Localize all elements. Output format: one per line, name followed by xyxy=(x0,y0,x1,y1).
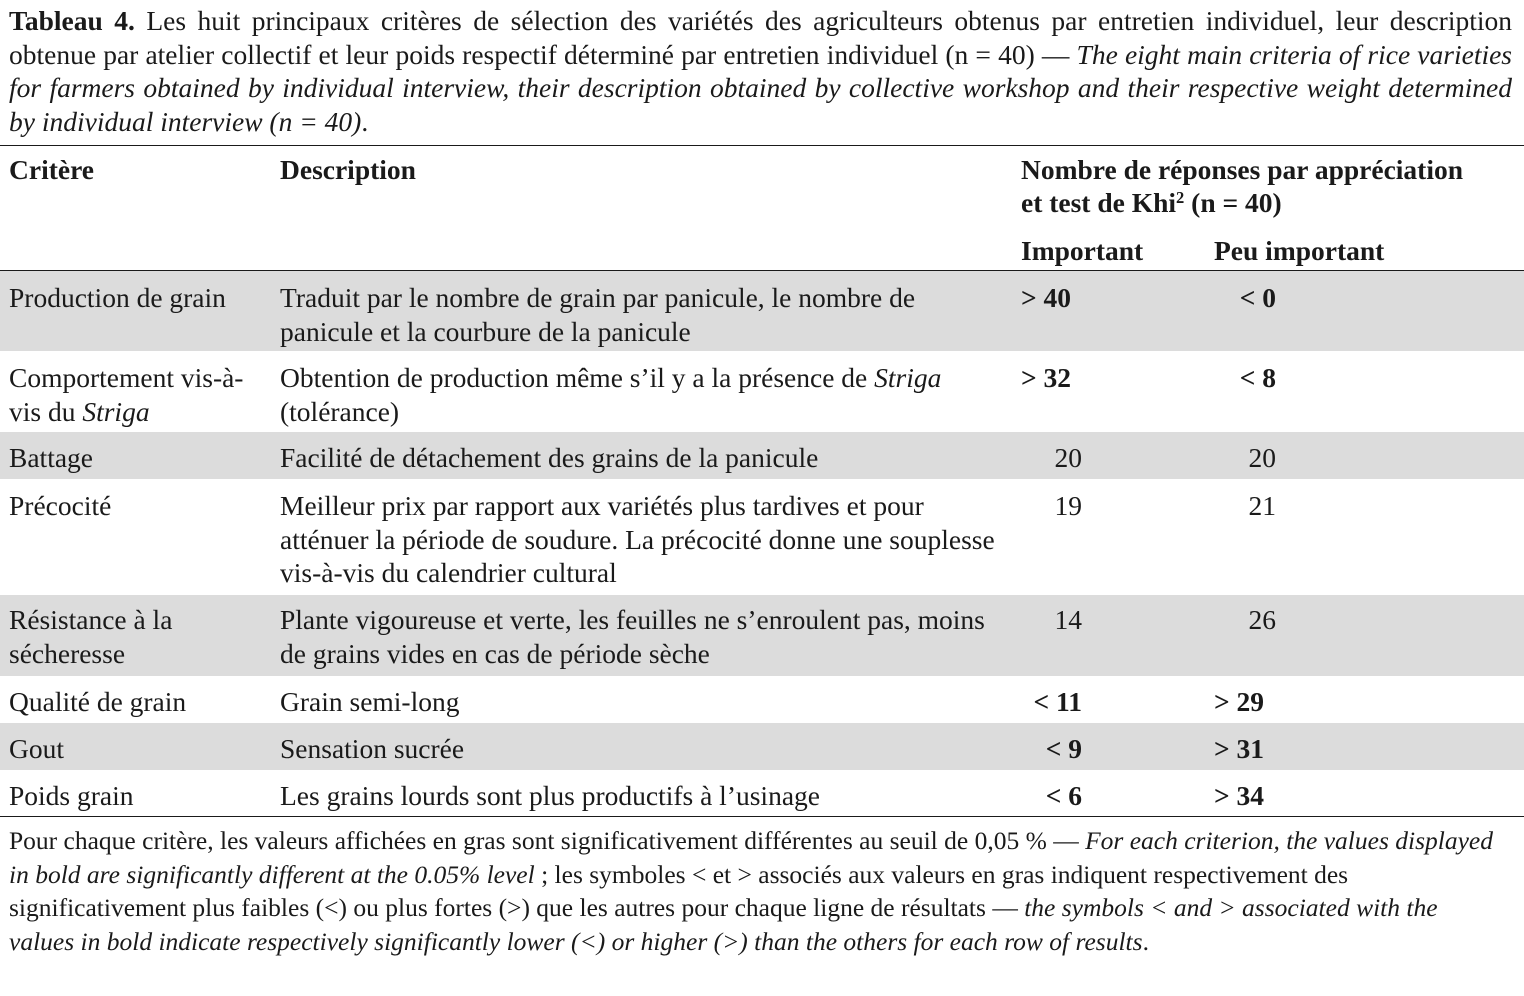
bottom-rule xyxy=(0,816,1524,817)
table-caption xyxy=(9,4,1512,138)
cell-critere: Production de grain xyxy=(9,282,226,313)
cell-peu-important: > 31 xyxy=(1214,733,1265,764)
caption-french-text: Les huit principaux critères de sélection des variétés des agriculteurs obtenus par entretien individuel, leur description obtenue par atelier collectif et leur poids respectif déterminé par entretien individuel (n = 40) — xyxy=(9,5,1512,70)
cell-description: Traduit par le nombre de grain par panicule, le nombre de panicule et la courbure de la panicule xyxy=(280,282,916,347)
table-row xyxy=(0,479,1524,595)
cell-description: Meilleur prix par rapport aux variétés plus tardives et pour atténuer la période de soudure. La précocité donne une souplesse vis-à-vis du calendrier cultural xyxy=(280,490,995,588)
cell-description: Les grains lourds sont plus productifs à l’usinage xyxy=(280,780,820,811)
header-description: Description xyxy=(280,154,416,185)
cell-description: Sensation sucrée xyxy=(280,733,465,764)
cell-peu-important: > 34 xyxy=(1214,780,1265,811)
cell-important: < 11 xyxy=(1033,686,1082,717)
cell-important: 19 xyxy=(1054,490,1082,521)
table-row xyxy=(0,351,1524,432)
cell-important: > 40 xyxy=(1021,282,1072,313)
cell-peu-important: < 0 xyxy=(1239,282,1276,313)
table-row xyxy=(0,770,1524,816)
header-peu-important: Peu important xyxy=(1214,235,1385,266)
caption-label: Tableau 4. xyxy=(9,5,135,36)
caption-end: . xyxy=(361,105,369,137)
table-row xyxy=(0,723,1524,770)
cell-peu-important: 21 xyxy=(1248,490,1276,521)
header-group-line2: et test de Khi$^2$ (n = 40) xyxy=(1021,187,1282,218)
cell-important: > 32 xyxy=(1021,362,1072,393)
header-important: Important xyxy=(1021,235,1144,266)
top-rule xyxy=(0,145,1524,146)
cell-peu-important: < 8 xyxy=(1239,362,1276,393)
cell-peu-important: 26 xyxy=(1248,604,1276,635)
cell-description: Grain semi-long xyxy=(280,686,460,717)
cell-important: < 6 xyxy=(1045,780,1082,811)
cell-description: Plante vigoureuse et verte, les feuilles ne s’enroulent pas, moins de grains vides en cas de période sèche xyxy=(280,604,985,669)
header-critere: Critère xyxy=(9,154,94,185)
cell-description: Obtention de production même s’il y a la présence de Striga (tolérance) xyxy=(280,362,942,427)
cell-critere: Qualité de grain xyxy=(9,686,187,717)
cell-critere: Gout xyxy=(9,733,64,764)
cell-peu-important: > 29 xyxy=(1214,686,1265,717)
cell-description: Facilité de détachement des grains de la panicule xyxy=(280,442,819,473)
table-row xyxy=(0,271,1524,351)
caption-english-text: The eight main criteria of rice varieties for farmers obtained by individual interview, their description obtained by collective workshop and their respective weight determined by individual interview (n = 40) xyxy=(9,38,1513,137)
header-group xyxy=(1021,153,1463,219)
cell-critere: Comportement vis-à-vis du Striga xyxy=(9,362,244,427)
cell-critere: Résistance à la sécheresse xyxy=(9,604,173,669)
cell-important: 20 xyxy=(1054,442,1082,473)
table-row xyxy=(0,595,1524,676)
cell-critere: Poids grain xyxy=(9,780,134,811)
table-footnote: Pour chaque critère, les valeurs affichées en gras sont significativement différentes au seuil de 0,05 % — For each criterion, the values displayed in bold are significantly different at the 0.05% level ; les symboles < et > associés aux valeurs en gras indiquent respectivement des significativement plus faibles (<) ou plus fortes (>) que les autres pour chaque ligne de résultats — the symbols < and > associated with the values in bold indicate respectively significantly lower (<) or higher (>) than the others for each row of results. xyxy=(9,826,1493,957)
cell-important: < 9 xyxy=(1045,733,1082,764)
cell-critere: Battage xyxy=(9,442,93,473)
header-group-line1: Nombre de réponses par appréciation xyxy=(1021,154,1464,185)
table-row xyxy=(0,676,1524,723)
cell-important: 14 xyxy=(1054,604,1082,635)
cell-peu-important: 20 xyxy=(1248,442,1276,473)
table-row xyxy=(0,432,1524,479)
cell-critere: Précocité xyxy=(9,490,112,521)
